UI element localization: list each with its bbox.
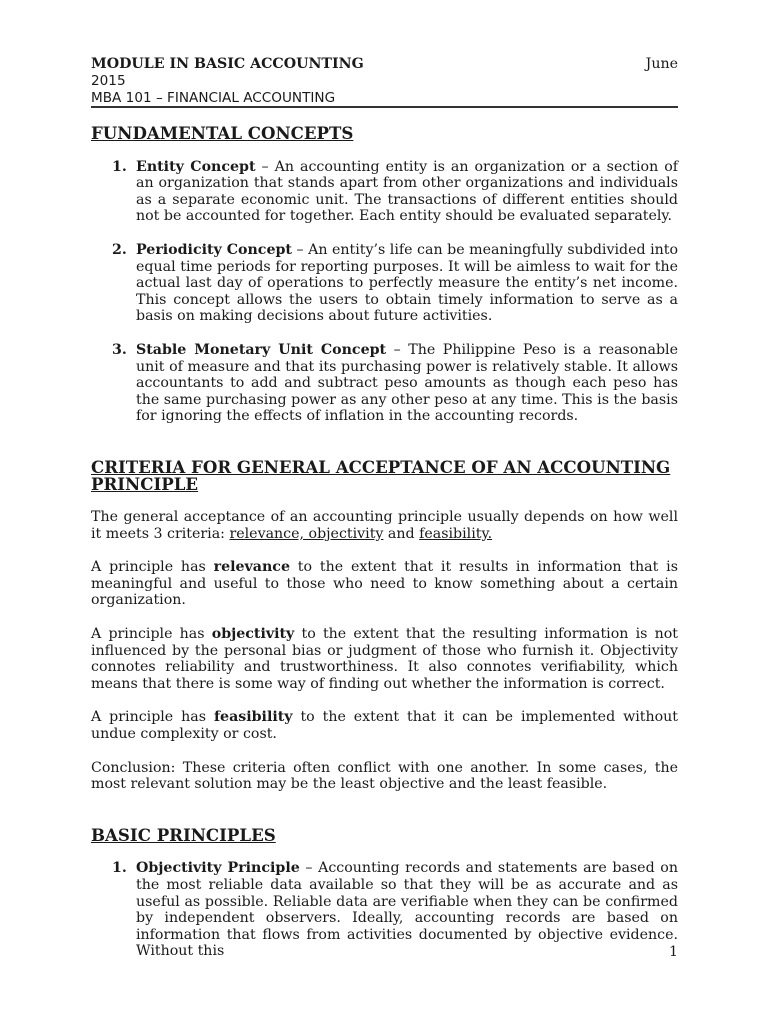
document-page <box>91 0 678 1024</box>
list-item <box>91 342 678 425</box>
paragraph-text: A principle has <box>91 559 214 576</box>
conclusion-paragraph: Conclusion: These criteria often conflict with one another. In some cases, the most relevant solution may be the least objective and the least feasible. <box>91 759 678 793</box>
relevance-term: relevance <box>213 559 290 576</box>
list-text: – The Philippine Peso is a reasonable unit of measure and that its purchasing power is relatively stable. It allows accountants to add and subtract peso amounts as though each peso has the same purchasing power as any other peso at any time. This is the basis for ignoring the effects of inflation in the accounting records. <box>136 341 678 425</box>
list-number: 1. <box>112 158 127 175</box>
criteria-intro <box>91 509 678 542</box>
feasibility-term: feasibility <box>213 709 293 726</box>
criteria-heading: CRITERIA FOR GENERAL ACCEPTANCE OF AN ACCOUNTING PRINCIPLE <box>91 456 671 494</box>
relevance-paragraph <box>91 559 678 609</box>
page-header <box>91 56 678 107</box>
course-subtitle: MBA 101 – FINANCIAL ACCOUNTING <box>91 90 336 106</box>
list-number: 1. <box>112 860 127 877</box>
list-number: 2. <box>112 241 127 258</box>
header-rule <box>91 106 678 108</box>
list-item <box>91 242 678 325</box>
module-title: MODULE IN BASIC ACCOUNTING <box>91 56 364 72</box>
intro-text: and <box>383 525 420 542</box>
list-text: – An accounting entity is an organization or a section of an organization that stands apart from other organizations and individuals as a separate economic unit. The transactions of different entities should not be accounted for together. Each entity should be evaluated separately. <box>136 158 678 225</box>
intro-underlined-feasibility: feasibility. <box>419 525 493 542</box>
objectivity-term: objectivity <box>211 626 295 643</box>
fundamental-concepts-heading: FUNDAMENTAL CONCEPTS <box>91 123 354 143</box>
page-number: 1 <box>668 944 678 960</box>
intro-underlined-criteria: relevance, objectivity <box>229 525 384 542</box>
feasibility-paragraph <box>91 709 678 742</box>
list-text: – Accounting records and statements are based on the most reliable data available so that they will be as accurate and as useful as possible. Reliable data are verifiable when they can be confirmed by independent observers. Ideally, accounting records are based on information that flows from activities documented by objective evidence. Without this <box>136 860 678 960</box>
paragraph-text: to the extent that it can be implemented without undue complexity or cost. <box>91 709 678 743</box>
list-term: Periodicity Concept <box>136 241 292 258</box>
intro-text: The general acceptance of an accounting principle usually depends on how well it meets 3 criteria: <box>91 509 678 542</box>
fundamental-concepts-list <box>91 159 678 425</box>
header-month: June <box>645 56 678 72</box>
header-year: 2015 <box>91 73 126 89</box>
list-term: Entity Concept <box>136 158 256 175</box>
list-term: Stable Monetary Unit Concept <box>136 341 387 358</box>
basic-principles-list <box>91 860 678 960</box>
paragraph-text: to the extent that the resulting information is not influenced by the personal bias or judgment of those who furnish it. Objectivity connotes reliability and trustworthiness. It also connotes verifiability, which means that there is some way of finding out whether the information is correct. <box>91 626 678 692</box>
list-term: Objectivity Principle <box>136 860 300 877</box>
paragraph-text: A principle has <box>91 626 212 643</box>
paragraph-text: A principle has <box>91 709 214 726</box>
paragraph-text: to the extent that it results in information that is meaningful and useful to those who need to know something about a certain organization. <box>91 559 678 609</box>
basic-principles-heading: BASIC PRINCIPLES <box>91 824 276 845</box>
objectivity-paragraph <box>91 626 678 692</box>
list-text: – An entity’s life can be meaningfully subdivided into equal time periods for reporting purposes. It will be aimless to wait for the actual last day of operations to perfectly measure the entity’s net income. This concept allows the users to obtain timely information to serve as a basis on making decisions about future activities. <box>136 241 678 325</box>
list-number: 3. <box>112 341 127 358</box>
list-item <box>91 860 678 960</box>
page-content <box>91 125 678 960</box>
list-item <box>91 159 678 225</box>
